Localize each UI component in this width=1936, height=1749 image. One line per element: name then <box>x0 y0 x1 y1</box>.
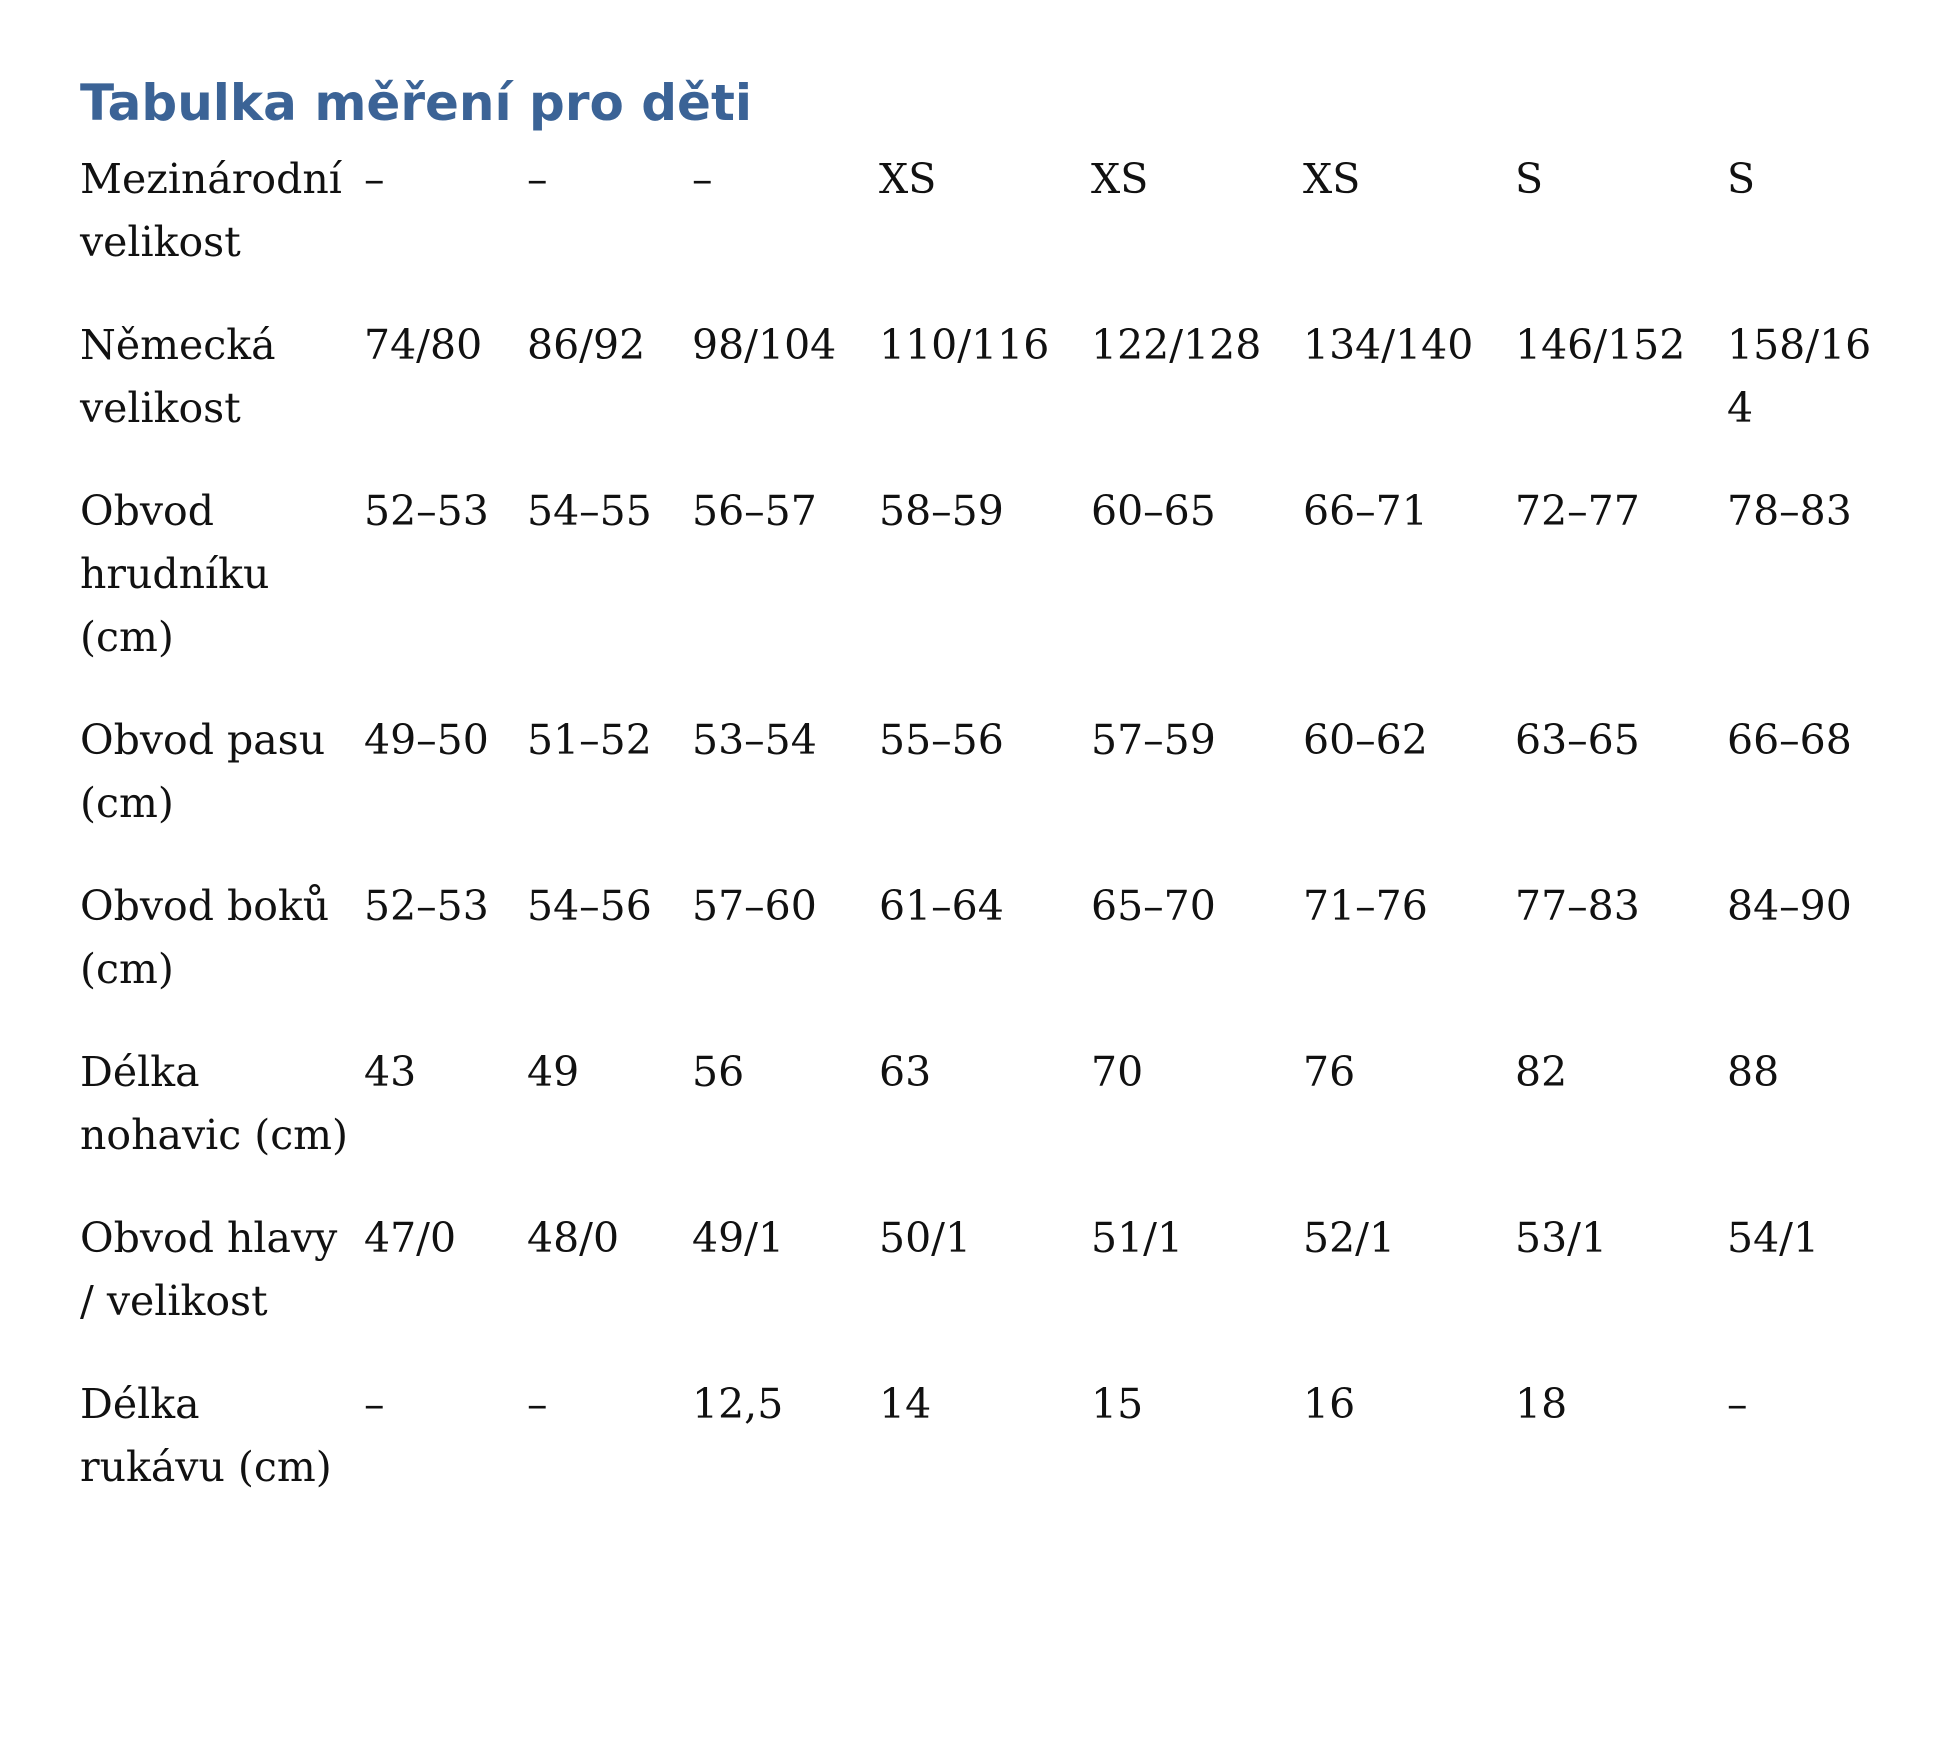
table-cell: 70 <box>1091 1048 1144 1096</box>
table-cell: S <box>1515 155 1544 203</box>
table-cell: 65–70 <box>1091 882 1216 930</box>
table-cell: 76 <box>1303 1048 1356 1096</box>
table-cell: – <box>527 1380 548 1428</box>
row-label: Délka nohavic (cm) <box>80 1048 349 1159</box>
table-cell: 66–71 <box>1303 487 1428 535</box>
row-label: Mezinárodní velikost <box>80 155 342 266</box>
table-cell: 88 <box>1727 1048 1780 1096</box>
row-label: Délka rukávu (cm) <box>80 1380 332 1491</box>
table-cell: 74/80 <box>364 321 483 369</box>
table-cell: – <box>692 155 713 203</box>
row-label: Obvod pasu (cm) <box>80 716 326 827</box>
table-cell: 122/128 <box>1091 321 1262 369</box>
table-cell: 54–56 <box>527 882 652 930</box>
table-cell: 86/92 <box>527 321 646 369</box>
table-cell: 48/0 <box>527 1214 620 1262</box>
table-cell: 18 <box>1515 1380 1568 1428</box>
table-cell: 54–55 <box>527 487 652 535</box>
table-cell: 60–62 <box>1303 716 1428 764</box>
table-cell: 49 <box>527 1048 580 1096</box>
table-cell: 72–77 <box>1515 487 1640 535</box>
row-label: Německá velikost <box>80 321 276 432</box>
table-cell: 53/1 <box>1515 1214 1608 1262</box>
row-label: Obvod hlavy / velikost <box>80 1214 338 1325</box>
table-cell: 84–90 <box>1727 882 1852 930</box>
table-cell: 16 <box>1303 1380 1356 1428</box>
table-cell: 51/1 <box>1091 1214 1184 1262</box>
table-cell: S <box>1727 155 1756 203</box>
document-title: Tabulka měření pro děti <box>80 74 752 132</box>
table-cell: – <box>1727 1380 1748 1428</box>
table-cell: XS <box>1303 155 1361 203</box>
table-cell: 98/104 <box>692 321 837 369</box>
table-cell: – <box>527 155 548 203</box>
table-cell: 53–54 <box>692 716 817 764</box>
row-label: Obvod boků (cm) <box>80 882 330 993</box>
table-cell: 58–59 <box>879 487 1004 535</box>
table-cell: 49–50 <box>364 716 489 764</box>
table-cell: 57–60 <box>692 882 817 930</box>
table-cell: 14 <box>879 1380 932 1428</box>
table-cell: 63 <box>879 1048 932 1096</box>
row-label: Obvod hrudníku (cm) <box>80 487 270 661</box>
table-cell: 134/140 <box>1303 321 1474 369</box>
table-cell: 56 <box>692 1048 745 1096</box>
table-cell: 66–68 <box>1727 716 1852 764</box>
table-cell: XS <box>879 155 937 203</box>
table-cell: 77–83 <box>1515 882 1640 930</box>
table-cell: 52–53 <box>364 487 489 535</box>
table-cell: 52–53 <box>364 882 489 930</box>
table-cell: 158/164 <box>1727 321 1872 432</box>
table-cell: – <box>364 155 385 203</box>
table-cell: 52/1 <box>1303 1214 1396 1262</box>
table-cell: 146/152 <box>1515 321 1686 369</box>
table-cell: 55–56 <box>879 716 1004 764</box>
table-cell: 47/0 <box>364 1214 457 1262</box>
table-cell: 50/1 <box>879 1214 972 1262</box>
table-cell: 71–76 <box>1303 882 1428 930</box>
table-cell: – <box>364 1380 385 1428</box>
table-cell: 61–64 <box>879 882 1004 930</box>
table-cell: 82 <box>1515 1048 1568 1096</box>
table-cell: 57–59 <box>1091 716 1216 764</box>
table-cell: 78–83 <box>1727 487 1852 535</box>
table-cell: 43 <box>364 1048 417 1096</box>
table-cell: 56–57 <box>692 487 817 535</box>
table-cell: 12,5 <box>692 1380 784 1428</box>
table-cell: 15 <box>1091 1380 1144 1428</box>
table-cell: 51–52 <box>527 716 652 764</box>
table-cell: 49/1 <box>692 1214 785 1262</box>
table-cell: 60–65 <box>1091 487 1216 535</box>
table-cell: 63–65 <box>1515 716 1640 764</box>
table-cell: XS <box>1091 155 1149 203</box>
size-table <box>80 148 1900 1539</box>
table-cell: 54/1 <box>1727 1214 1820 1262</box>
table-cell: 110/116 <box>879 321 1050 369</box>
